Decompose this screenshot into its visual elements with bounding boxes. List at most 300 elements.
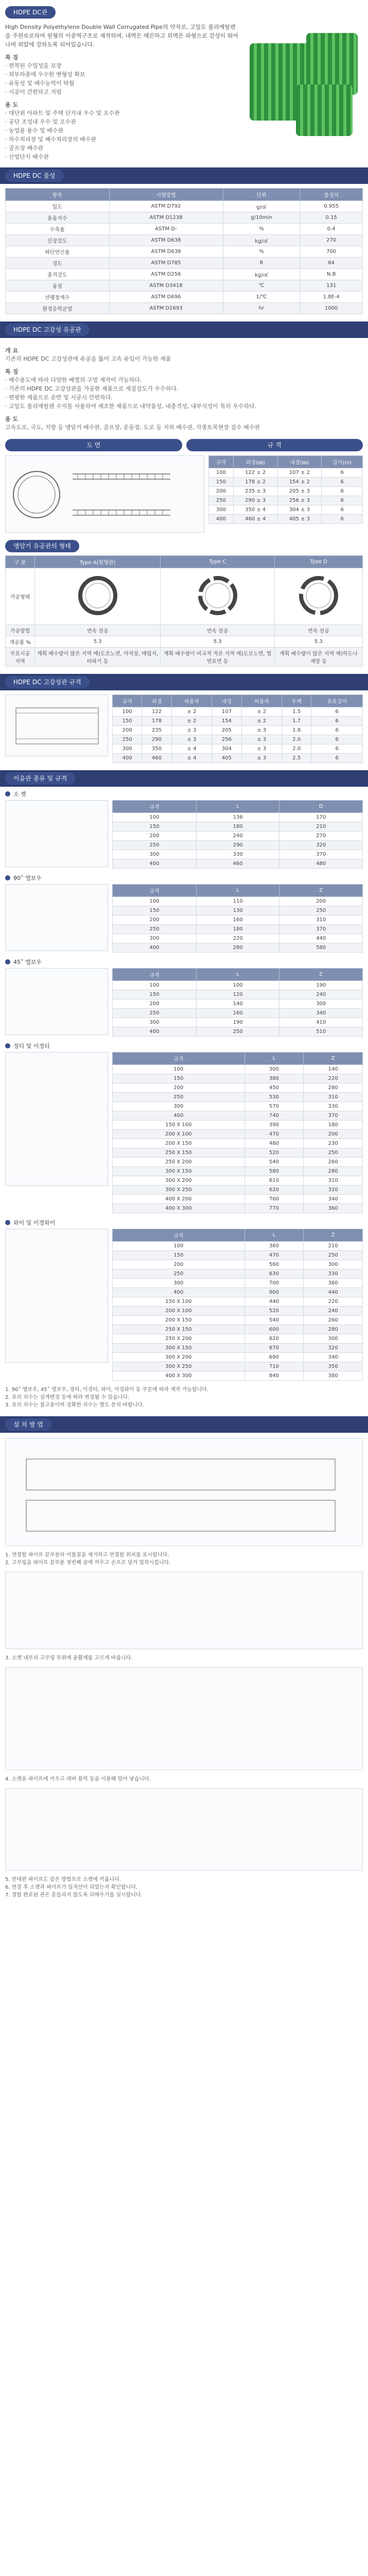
fitting-cell: 100 <box>113 897 197 906</box>
fitting-cell: 140 <box>304 1065 363 1074</box>
props-cell: ASTM D1238 <box>109 212 223 224</box>
fitting-header: 규격 <box>113 801 197 813</box>
props-cell: 융점 <box>6 280 110 292</box>
spec-cell: 235 ± 3 <box>233 487 277 496</box>
props-row <box>6 269 363 280</box>
flow-feature-item: · 고밀도 폴리에틸렌 수지를 사용하여 제조한 제품으로 내약품성, 내충격성, 내부식성이 특히 우수하다. <box>5 403 257 410</box>
fitting-cell: 140 <box>196 999 279 1009</box>
install-step: 2. 고무링을 파이프 끝부분 첫번째 골에 끼우고 손으로 당겨 밀착시킵니다. <box>5 1560 171 1566</box>
fitting-cell: 310 <box>304 1176 363 1185</box>
spec-cell: 150 <box>209 478 234 487</box>
spec2-cell: ± 2 <box>171 707 212 717</box>
spec-cell: 6 <box>322 487 363 496</box>
fitting-cell: 360 <box>244 1242 304 1251</box>
fitting-cell: 400 <box>113 1111 245 1121</box>
fitting-cell: 150 X 100 <box>113 1297 245 1307</box>
props-row <box>6 246 363 258</box>
fitting-row-item <box>113 981 363 990</box>
fitting-cell: 300 <box>304 1334 363 1344</box>
fittings-title: 이음관 종류 및 규격 <box>5 772 75 785</box>
fitting-row-item <box>113 916 363 925</box>
spec2-header: 규격 <box>113 695 142 707</box>
props-cell: ℃ <box>223 280 300 292</box>
spec-row <box>209 487 363 496</box>
spec2-cell: 150 <box>113 717 142 726</box>
spec-cell: 122 ± 2 <box>233 468 277 478</box>
fitting-cell: 150 X 100 <box>113 1121 245 1130</box>
props-header: 시험방법 <box>109 189 223 201</box>
spec2-row <box>113 735 363 744</box>
pipe-drawing <box>5 455 204 533</box>
props-table <box>5 188 363 314</box>
fitting-cell: 580 <box>279 943 363 953</box>
flow-uses-title: 용 도 <box>5 416 19 422</box>
fitting-cell: 210 <box>304 1242 363 1251</box>
fitting-header: 규격 <box>113 1053 245 1065</box>
props-cell: 충격강도 <box>6 269 110 280</box>
spec-cell: 6 <box>322 478 363 487</box>
spec2-cell: 6 <box>311 744 363 754</box>
spec2-cell: ± 3 <box>171 735 212 744</box>
props-cell: ASTM D3418 <box>109 280 223 292</box>
props-cell: ASTM D256 <box>109 269 223 280</box>
types-cell: 계획 배수량이 많은 지역 예)도로노면, 야적장, 매립지, 터파기 등 <box>35 648 161 667</box>
fitting-cell: 400 X 200 <box>113 1195 245 1204</box>
spec-header: 외경(㎜) <box>233 456 277 468</box>
spec-row <box>209 496 363 505</box>
fitting-row-item <box>113 1121 363 1130</box>
fitting-row-item <box>113 1130 363 1139</box>
fitting-cell: 200 <box>279 897 363 906</box>
fitting-row-item <box>113 1185 363 1195</box>
fitting-row-item <box>113 1204 363 1213</box>
fitting-cell: 390 <box>244 1121 304 1130</box>
spec-cell: 6 <box>322 505 363 515</box>
fitting-cell: 190 <box>196 1018 279 1027</box>
props-cell: ASTM D- <box>109 224 223 235</box>
fitting-title <box>5 790 363 798</box>
fitting-cell: 370 <box>279 925 363 934</box>
spec2-row <box>0 690 368 763</box>
flow-summary-title: 개 요 <box>5 347 19 354</box>
fitting-cell: 670 <box>244 1344 304 1353</box>
props-row <box>6 212 363 224</box>
props-header: 항목 <box>6 189 110 201</box>
fitting-row-item <box>113 1083 363 1093</box>
uses-list <box>5 109 239 161</box>
fitting-cell: 100 <box>113 981 197 990</box>
props-cell: 1000 <box>300 303 363 314</box>
fitting-row-item <box>113 1371 363 1381</box>
fitting-cell: 160 <box>196 916 279 925</box>
spec2-header: 외경 <box>142 695 171 707</box>
header <box>0 0 368 19</box>
props-cell: 700 <box>300 246 363 258</box>
fitting-cell: 150 <box>113 1251 245 1260</box>
fitting-row-item <box>113 1279 363 1288</box>
fitting-row-item <box>113 990 363 999</box>
props-cell: ASTM D792 <box>109 201 223 212</box>
fitting-cell: 270 <box>279 832 363 841</box>
fitting-header: L <box>196 801 279 813</box>
props-cell: 0.15 <box>300 212 363 224</box>
props-cell: 64 <box>300 258 363 269</box>
elbow90-drawing <box>5 884 108 951</box>
wye-drawing <box>5 1229 108 1363</box>
fitting-cell: 400 X 300 <box>113 1371 245 1381</box>
fitting-row-item <box>113 897 363 906</box>
fitting-cell: 210 <box>279 822 363 832</box>
types-cell: 계획 배수량이 비교적 적은 지역 예)도로노면, 법면표면 등 <box>161 648 275 667</box>
fitting-cell: 480 <box>279 859 363 869</box>
spec2-cell: 250 <box>113 735 142 744</box>
fitting-cell: 280 <box>304 1167 363 1176</box>
spec2-band <box>0 674 368 690</box>
props-cell: N.B <box>300 269 363 280</box>
fitting-cell: 840 <box>244 1371 304 1381</box>
fitting-row-item <box>113 1065 363 1074</box>
feature-item: · 편복된 수밀성을 보장 <box>5 62 62 69</box>
props-row <box>6 280 363 292</box>
types-table <box>5 555 363 667</box>
fitting-cell: 300 X 200 <box>113 1353 245 1362</box>
fitting-row-item <box>113 1074 363 1083</box>
bullet-icon <box>5 1220 10 1225</box>
fitting-name: 소 켓 <box>13 791 26 798</box>
spec-cell: 107 ± 2 <box>277 468 322 478</box>
fitting-row-item <box>113 1195 363 1204</box>
spec-cell: 256 ± 3 <box>277 496 322 505</box>
fitting-cell: 440 <box>244 1297 304 1307</box>
type-a-drawing <box>35 568 161 625</box>
spec2-cell: 200 <box>113 726 142 735</box>
fitting-name: 정티 및 이경티 <box>13 1043 50 1049</box>
spec2-cell: 178 <box>142 717 171 726</box>
fitting-row-item <box>113 1251 363 1260</box>
install-step: 6. 연결 후 소켓과 파이프가 일직선이 되었는지 확인합니다. <box>5 1885 138 1890</box>
spec2-cell: 6 <box>311 707 363 717</box>
fitting-cell: 260 <box>304 1158 363 1167</box>
props-row <box>6 292 363 303</box>
fitting-row-item <box>113 1027 363 1037</box>
fitting-cell: 200 <box>113 916 197 925</box>
spec-cell: 290 ± 3 <box>233 496 277 505</box>
spec2-cell: 6 <box>311 754 363 763</box>
socket-drawing <box>5 800 108 867</box>
spec-header: 규격 <box>209 456 234 468</box>
fitting-cell: 250 <box>113 841 197 850</box>
fitting-cell: 690 <box>244 1353 304 1362</box>
fitting-cell: 700 <box>244 1279 304 1288</box>
props-cell: 경도 <box>6 258 110 269</box>
fitting-cell: 540 <box>244 1158 304 1167</box>
fitting-row-item <box>113 1307 363 1316</box>
flow-feature-item: · 편평한 제품으로 운반 및 시공시 간편하다. <box>5 394 113 401</box>
fitting-row-item <box>113 943 363 953</box>
spec2-cell: 290 <box>142 735 171 744</box>
fitting-cell: 360 <box>304 1204 363 1213</box>
uses-title: 용 도 <box>5 101 19 108</box>
fitting-cell: 300 <box>113 850 197 859</box>
fitting-cell: 330 <box>196 850 279 859</box>
fitting-row-item <box>113 1353 363 1362</box>
spec-cell: 304 ± 3 <box>277 505 322 515</box>
fitting-cell: 600 <box>244 1325 304 1334</box>
intro-section <box>0 19 368 161</box>
fitting-cell: 380 <box>304 1371 363 1381</box>
spec2-header: 내경 <box>212 695 241 707</box>
install-step: 4. 소켓을 파이프에 끼우고 레버 블럭 등을 이용해 밀어 넣습니다. <box>5 1776 151 1782</box>
fitting-cell: 136 <box>196 813 279 822</box>
types-cell: 연속 천공 <box>35 625 161 636</box>
fitting-cell: 570 <box>244 1102 304 1111</box>
fitting-cell: 250 X 150 <box>113 1325 245 1334</box>
fitting-cell: 400 <box>113 1027 197 1037</box>
product-photo <box>244 23 363 141</box>
spec2-cell: 154 <box>212 717 241 726</box>
fitting-cell: 250 X 200 <box>113 1334 245 1344</box>
fitting-cell: 760 <box>244 1195 304 1204</box>
types-cell: 5.3 <box>161 636 275 648</box>
props-cell: 인장강도 <box>6 235 110 246</box>
pipe-image-3 <box>296 84 353 136</box>
fitting-cell: 300 X 200 <box>113 1176 245 1185</box>
fitting-row-item <box>113 832 363 841</box>
fitting-cell: 150 <box>113 822 197 832</box>
spec2-cell: 405 <box>212 754 241 763</box>
fitting-cell: 260 <box>304 1316 363 1325</box>
fitting-cell: 560 <box>244 1260 304 1269</box>
fitting-row-item <box>113 1288 363 1297</box>
spec2-title: HDPE DC 고강성관 규격 <box>5 676 90 688</box>
fitting-cell: 230 <box>304 1139 363 1148</box>
bullet-icon <box>5 791 10 796</box>
fitting-cell: 240 <box>279 990 363 999</box>
types-cell: 5.3 <box>35 636 161 648</box>
fitting-cell: 610 <box>244 1176 304 1185</box>
fitting-cell: 340 <box>304 1195 363 1204</box>
fitting-cell: 150 <box>113 1074 245 1083</box>
fitting-row-item <box>113 1093 363 1102</box>
fitting-cell: 300 <box>113 1279 245 1288</box>
fittings-section <box>0 790 368 1381</box>
fitting-row-item <box>113 850 363 859</box>
spec2-cell: 1.7 <box>282 717 311 726</box>
spec2-row <box>113 707 363 717</box>
fitting-cell: 580 <box>244 1167 304 1176</box>
note-item: 1. 90˚ 엘보우, 45˚ 엘보우, 정티, 이경티, 와이, 이경와이 등 주문에 따라 제작 가능합니다. <box>5 1387 209 1393</box>
spec2-cell: 2.0 <box>282 744 311 754</box>
spec2-cell: 300 <box>113 744 142 754</box>
fitting-table <box>112 800 363 869</box>
spec2-cell: ± 3 <box>241 744 282 754</box>
fitting-row-item <box>113 1158 363 1167</box>
fitting-table <box>112 1052 363 1213</box>
types-cell: 5.3 <box>274 636 362 648</box>
flow-title: HDPE DC 고강성 유공관 <box>5 324 90 336</box>
spec-cell: 350 ± 4 <box>233 505 277 515</box>
spec2-row <box>113 717 363 726</box>
note-item: 2. 표의 치수는 설계변경 등에 따라 변경될 수 있습니다. <box>5 1395 130 1400</box>
spec2-table-wrap <box>112 694 363 763</box>
props-row <box>6 235 363 246</box>
fitting-cell: 710 <box>244 1362 304 1371</box>
props-cell: 파단연신율 <box>6 246 110 258</box>
spec-cell: 6 <box>322 515 363 524</box>
fitting-row-item <box>113 1325 363 1334</box>
spec2-cell: ± 4 <box>171 754 212 763</box>
fitting-cell: 340 <box>304 1353 363 1362</box>
fitting-cell: 740 <box>244 1111 304 1121</box>
fitting-row <box>5 884 363 953</box>
feature-item: · 외부하중에 우수한 변형성 확보 <box>5 71 85 78</box>
fittings-band <box>0 770 368 787</box>
install-title: 설 치 방 법 <box>5 1418 51 1431</box>
spec2-cell: ± 3 <box>241 726 282 735</box>
fitting-row-item <box>113 1009 363 1018</box>
spec2-cell: 6 <box>311 717 363 726</box>
spec2-cell: 1.8 <box>282 726 311 735</box>
types-header-cell: Type A(원형관) <box>35 556 161 568</box>
page-title: HDPE DC관 <box>5 6 56 19</box>
props-cell: ASTM D696 <box>109 292 223 303</box>
props-title: HDPE DC 물성 <box>5 170 64 182</box>
fitting-row-item <box>113 1148 363 1158</box>
install-step: 7. 결합 완료된 관은 흔들리지 않도록 되메우기를 실시합니다. <box>5 1892 143 1898</box>
spec2-row <box>113 726 363 735</box>
type-c-drawing <box>161 568 275 625</box>
fitting-cell: 300 <box>244 1065 304 1074</box>
spec2-cell: 122 <box>142 707 171 717</box>
spec-cell: 400 <box>209 515 234 524</box>
spec2-cell: ± 2 <box>171 717 212 726</box>
spec-cell: 6 <box>322 468 363 478</box>
type-c-svg <box>197 575 238 616</box>
spec2-drawing <box>5 694 108 756</box>
fitting-cell: 150 <box>113 990 197 999</box>
spec-row <box>209 468 363 478</box>
spec2-header: 두께 <box>282 695 311 707</box>
fitting-cell: 220 <box>304 1297 363 1307</box>
use-item: · 골프장 배수관 <box>5 145 44 151</box>
fitting-cell: 250 <box>304 1251 363 1260</box>
fitting-cell: 100 <box>196 981 279 990</box>
note-item: 3. 표의 치수는 참고용이며 정확한 치수는 별도 문의 바랍니다. <box>5 1402 144 1408</box>
fitting-row-item <box>113 1334 363 1344</box>
fitting-table <box>112 884 363 953</box>
fitting-cell: 190 <box>279 981 363 990</box>
flow-features <box>5 376 363 411</box>
fitting-row-item <box>113 1316 363 1325</box>
fitting-cell: 530 <box>244 1093 304 1102</box>
fitting-row-item <box>113 1102 363 1111</box>
types-header <box>0 533 368 552</box>
props-cell: R <box>223 258 300 269</box>
spec2-cell: 205 <box>212 726 241 735</box>
spec2-cell: ± 3 <box>171 726 212 735</box>
spec-table <box>208 455 363 524</box>
install-band <box>0 1416 368 1433</box>
fitting-header: Z <box>279 969 363 981</box>
type-d-svg <box>298 575 339 616</box>
fitting-cell: 320 <box>304 1344 363 1353</box>
fitting-cell: 520 <box>244 1148 304 1158</box>
fitting-cell: 310 <box>304 1093 363 1102</box>
spec-cell: 6 <box>322 496 363 505</box>
fitting-cell: 620 <box>244 1185 304 1195</box>
spec2-cell: 2.0 <box>282 735 311 744</box>
flow-feature-item: · 배수용도에 따라 다양한 배열의 구멍 제작이 가능하다. <box>5 377 142 383</box>
types-cell: 개공률 % <box>6 636 35 648</box>
fitting-row-item <box>113 1344 363 1353</box>
props-cell: g/10min <box>223 212 300 224</box>
fitting-row-item <box>113 999 363 1009</box>
spec2-row <box>113 744 363 754</box>
fitting-cell: 900 <box>244 1288 304 1297</box>
fitting-cell: 460 <box>196 859 279 869</box>
fitting-cell: 200 <box>113 999 197 1009</box>
fitting-row-item <box>113 1362 363 1371</box>
fitting-cell: 250 X 150 <box>113 1148 245 1158</box>
props-cell: 270 <box>300 235 363 246</box>
fitting-cell: 400 <box>113 943 197 953</box>
flow-uses: 고속도로, 국도, 지방 등 맹암거 배수관, 골프장, 운동장, 도로 등 지하 배수관, 각종토목현장 집수 배수관 <box>5 424 260 431</box>
types-cell: 계획 배수량이 많은 지역 예)하도나 제방 등 <box>274 648 362 667</box>
fitting-cell: 240 <box>196 832 279 841</box>
fitting-cell: 770 <box>244 1204 304 1213</box>
fitting-cell: 320 <box>304 1185 363 1195</box>
props-header: 물성치 <box>300 189 363 201</box>
type-d-drawing <box>274 568 362 625</box>
props-cell: % <box>223 224 300 235</box>
props-cell: 131 <box>300 280 363 292</box>
fitting-cell: 250 X 200 <box>113 1158 245 1167</box>
types-header-cell: 구 분 <box>6 556 35 568</box>
fitting-cell: 200 X 150 <box>113 1316 245 1325</box>
fitting-cell: 480 <box>244 1139 304 1148</box>
flow-band <box>0 321 368 338</box>
spec2-cell: 6 <box>311 735 363 744</box>
fitting-cell: 330 <box>304 1102 363 1111</box>
props-cell: kg/㎠ <box>223 269 300 280</box>
props-cell: 수축율 <box>6 224 110 235</box>
spec-row <box>209 478 363 487</box>
spec-title: 규 격 <box>186 439 363 451</box>
spec2-table <box>112 694 363 763</box>
fitting-cell: 300 <box>304 1260 363 1269</box>
fitting-cell: 180 <box>196 822 279 832</box>
fitting-row-item <box>113 1260 363 1269</box>
feature-item: · 유동성 및 배수능력이 탁월 <box>5 80 75 87</box>
spec-cell: 100 <box>209 468 234 478</box>
spec-cell: 200 <box>209 487 234 496</box>
props-cell: 1.8E-4 <box>300 292 363 303</box>
props-cell: % <box>223 246 300 258</box>
props-cell: ASTM D638 <box>109 235 223 246</box>
props-cell: kg/㎠ <box>223 235 300 246</box>
fitting-cell: 470 <box>244 1251 304 1260</box>
fitting-row-item <box>113 841 363 850</box>
spec-row <box>209 505 363 515</box>
fitting-cell: 310 <box>279 916 363 925</box>
features-list <box>5 61 239 96</box>
spec2-cell: 107 <box>212 707 241 717</box>
fitting-header: Z <box>304 1053 363 1065</box>
fitting-cell: 110 <box>196 897 279 906</box>
feature-item: · 시공이 간편하고 저렴 <box>5 89 62 95</box>
fitting-cell: 100 <box>113 813 197 822</box>
fitting-cell: 450 <box>244 1083 304 1093</box>
